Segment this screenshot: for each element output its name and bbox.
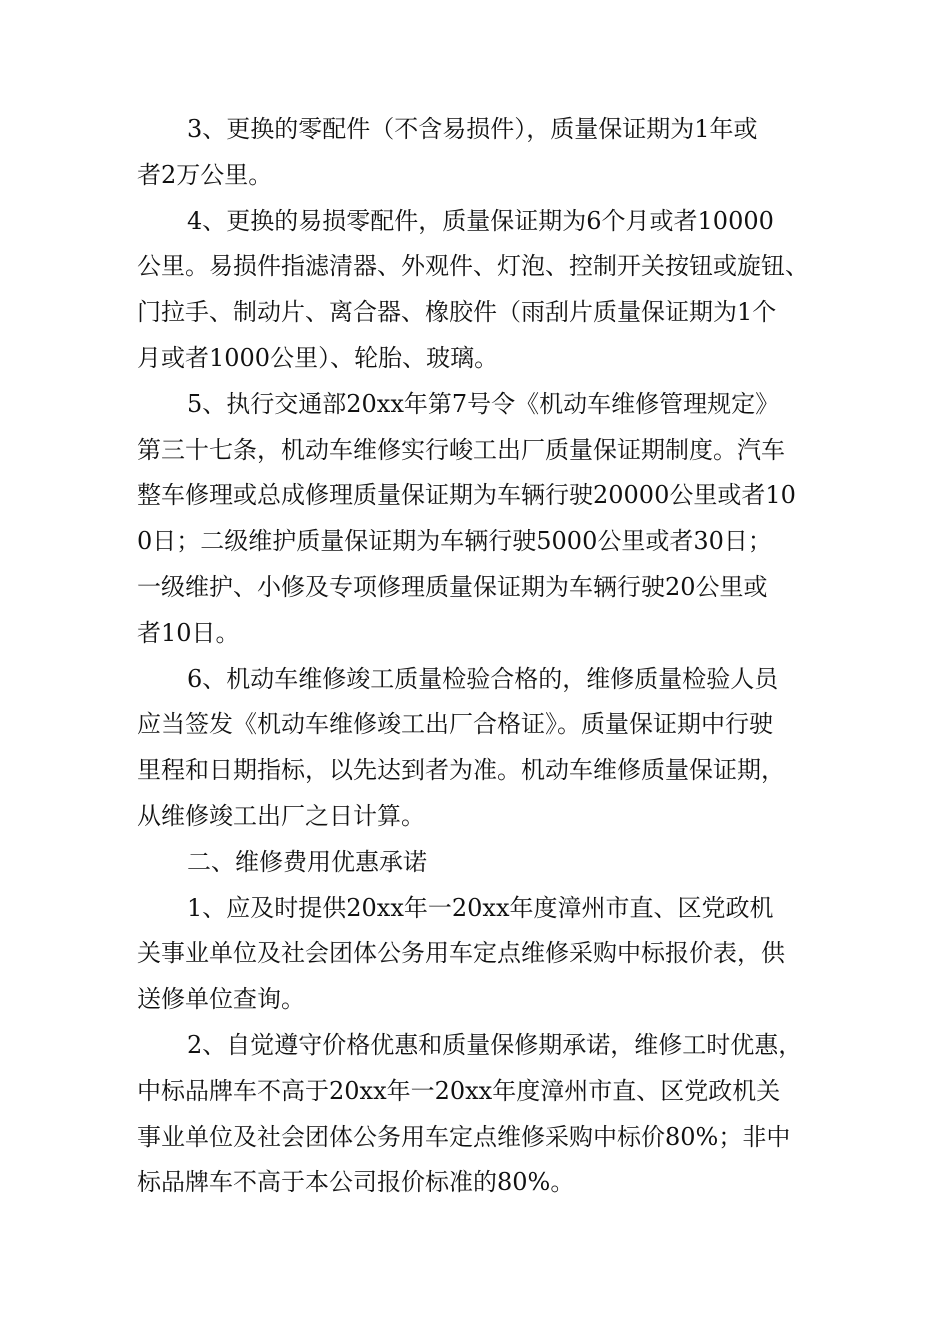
text-line: 整车修理或总成修理质量保证期为车辆行驶20000公里或者10 — [137, 481, 796, 510]
text-line: 一级维护、小修及专项修理质量保证期为车辆行驶20公里或 — [137, 572, 768, 601]
text-line: 5、执行交通部20xx年第7号令《机动车维修管理规定》 — [187, 389, 780, 418]
paragraph-regulation-warranty-period — [137, 382, 837, 657]
text-line: 3、更换的零配件（不含易损件），质量保证期为1年或 — [187, 115, 758, 143]
text-line: 月或者1000公里）、轮胎、玻璃。 — [137, 343, 499, 372]
text-line: 第三十七条，机动车维修实行峻工出厂质量保证期制度。汽车 — [137, 435, 785, 464]
paragraph-wear-parts-warranty — [137, 199, 837, 382]
text-line: 关事业单位及社会团体公务用车定点维修采购中标报价表，供 — [137, 939, 785, 968]
text-line: 者2万公里。 — [137, 160, 273, 189]
paragraph-completion-certificate — [137, 657, 837, 840]
paragraph-quote-table — [137, 886, 837, 1023]
text-line: 1、应及时提供20xx年一20xx年度漳州市直、区党政机 — [187, 893, 774, 922]
section-heading: 二、维修费用优惠承诺 — [187, 847, 427, 876]
text-line: 标品牌车不高于本公司报价标准的80%。 — [137, 1168, 575, 1197]
text-line: 者10日。 — [137, 618, 240, 647]
paragraph-price-discount — [137, 1023, 837, 1206]
text-line: 公里。易损件指滤清器、外观件、灯泡、控制开关按钮或旋钮、 — [137, 252, 809, 281]
paragraph-replacement-parts-warranty — [137, 107, 837, 199]
text-line: 中标品牌车不高于20xx年一20xx年度漳州市直、区党政机关 — [137, 1076, 781, 1105]
text-line: 0日；二级维护质量保证期为车辆行驶5000公里或者30日； — [137, 527, 772, 556]
text-line: 里程和日期指标，以先达到者为准。机动车维修质量保证期， — [137, 756, 785, 785]
text-line: 事业单位及社会团体公务用车定点维修采购中标价80%；非中 — [137, 1122, 791, 1151]
text-line: 4、更换的易损零配件，质量保证期为6个月或者10000 — [187, 206, 774, 235]
text-line: 2、自觉遵守价格优惠和质量保修期承诺，维修工时优惠， — [187, 1030, 803, 1059]
text-line: 从维修竣工出厂之日计算。 — [137, 801, 425, 830]
text-line: 送修单位查询。 — [137, 985, 305, 1014]
document-body — [137, 107, 837, 1206]
text-line: 应当签发《机动车维修竣工出厂合格证》。质量保证期中行驶 — [137, 710, 773, 739]
text-line: 门拉手、制动片、离合器、橡胶件（雨刮片质量保证期为1个 — [137, 298, 777, 327]
section-heading-fee-discount — [137, 840, 837, 886]
text-line: 6、机动车维修竣工质量检验合格的，维修质量检验人员 — [187, 664, 779, 693]
